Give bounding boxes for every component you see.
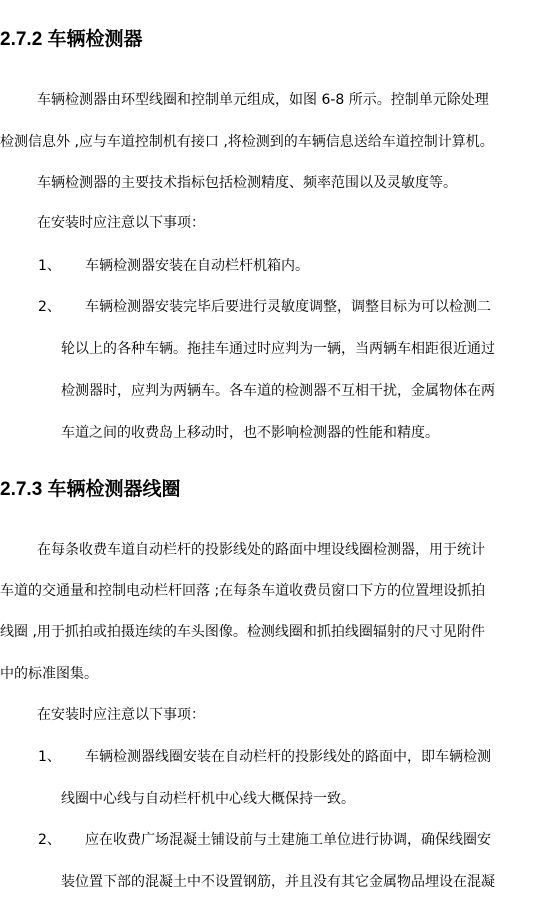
paragraph-line: 检测信息外 ,应与车道控制机有接口 ,将检测到的车辆信息送给车道控制计算机。 bbox=[0, 134, 494, 150]
paragraph-line: 车辆检测器由环型线圈和控制单元组成，如图 6-8 所示。控制单元除处理 bbox=[37, 92, 489, 108]
notice-line: 在安装时应注意以下事项： bbox=[37, 707, 205, 723]
paragraph-line: 车辆检测器的主要技术指标包括检测精度、频率范围以及灵敏度等。 bbox=[37, 175, 457, 191]
list-item-text: 线圈中心线与自动栏杆机中心线大概保持一致。 bbox=[61, 791, 355, 807]
list-item-number: 2、 bbox=[38, 832, 61, 848]
list-item-text: 车道之间的收费岛上移动时，也不影响检测器的性能和精度。 bbox=[61, 425, 439, 441]
paragraph-line: 在每条收费车道自动栏杆的投影线处的路面中埋设线圈检测器，用于统计 bbox=[37, 542, 485, 558]
list-item-text: 应在收费广场混凝土铺设前与土建施工单位进行协调，确保线圈安 bbox=[85, 832, 491, 848]
paragraph-line: 中的标准图集。 bbox=[0, 666, 98, 682]
list-item-number: 1、 bbox=[38, 258, 61, 274]
list-item-text: 车辆检测器线圈安装在自动栏杆的投影线处的路面中，即车辆检测 bbox=[85, 749, 491, 765]
paragraph-line: 线圈 ,用于抓拍或拍摄连续的车头图像。检测线圈和抓拍线圈辐射的尺寸见附件 bbox=[0, 624, 485, 640]
notice-line: 在安装时应注意以下事项： bbox=[37, 215, 205, 231]
list-item-text: 轮以上的各种车辆。拖挂车通过时应判为一辆，当两辆车相距很近通过 bbox=[61, 341, 495, 357]
section-heading-2-7-3: 2.7.3 车辆检测器线圈 bbox=[0, 479, 181, 500]
list-item-text: 装位置下部的混凝土中不设置钢筋，并且没有其它金属物品埋设在混凝 bbox=[61, 874, 495, 890]
section-heading-2-7-2: 2.7.2 车辆检测器 bbox=[0, 29, 143, 50]
list-item-number: 1、 bbox=[38, 749, 61, 765]
list-item-text: 检测器时，应判为两辆车。各车道的检测器不互相干扰，金属物体在两 bbox=[61, 383, 495, 399]
list-item-number: 2、 bbox=[38, 299, 61, 315]
list-item-text: 车辆检测器安装完毕后要进行灵敏度调整，调整目标为可以检测二 bbox=[85, 299, 491, 315]
paragraph-line: 车道的交通量和控制电动栏杆回落 ;在每条车道收费员窗口下方的位置埋设抓拍 bbox=[0, 583, 486, 599]
list-item-text: 车辆检测器安装在自动栏杆机箱内。 bbox=[85, 258, 309, 274]
